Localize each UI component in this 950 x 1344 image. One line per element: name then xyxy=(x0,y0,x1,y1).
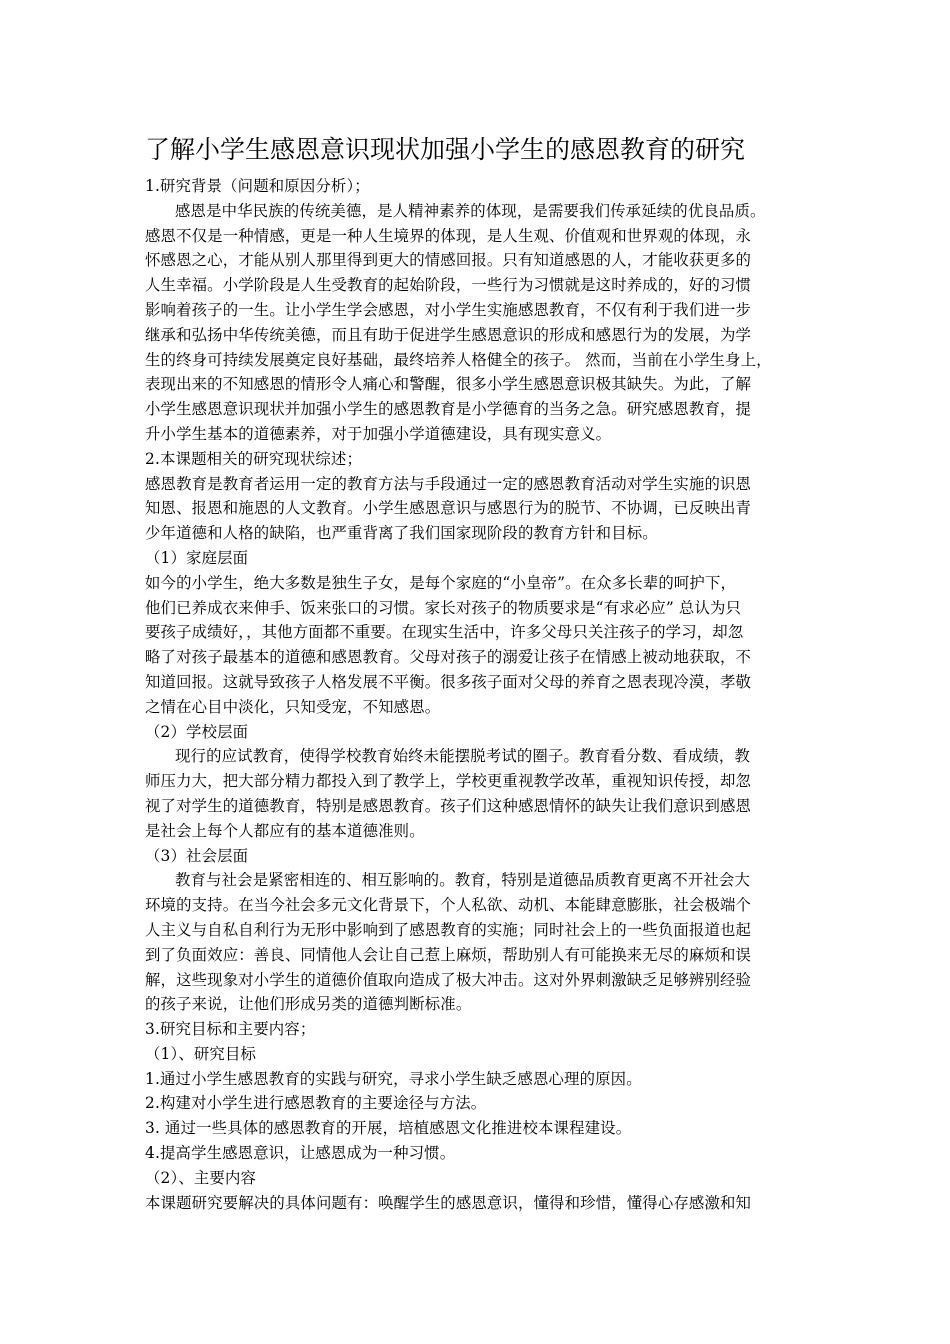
text-line: 到了负面效应：善良、同情他人会让自己惹上麻烦，帮助别人有可能换来无尽的麻烦和误 xyxy=(145,945,752,964)
text-line: 3.研究目标和主要内容； xyxy=(145,1020,316,1039)
text-line: 知道回报。这就导致孩子人格发展不平衡。很多孩子面对父母的养育之恩表现冷漠，孝敬 xyxy=(145,672,752,691)
text-line: 1.研究背景（问题和原因分析）； xyxy=(145,177,370,195)
text-line: 解，这些现象对小学生的道德价值取向造成了极大冲击。这对外界刺激缺乏足够辨别经验 xyxy=(145,970,752,989)
document-title: 了解小学生感恩意识现状加强小学生的感恩教育的研究 xyxy=(145,135,746,164)
text-line: 师压力大，把大部分精力都投入到了教学上，学校更重视教学改革，重视知识传授，却忽 xyxy=(145,772,752,791)
text-line: 升小学生基本的道德素养，对于加强小学道德建设，具有现实意义。 xyxy=(145,424,612,443)
document-body xyxy=(145,174,815,1215)
text-line: （2）、主要内容 xyxy=(145,1168,257,1187)
text-line: 2.构建对小学生进行感恩教育的主要途径与方法。 xyxy=(145,1094,487,1113)
text-line: （1）家庭层面 xyxy=(145,548,249,567)
text-line: 略了对孩子最基本的道德和感恩教育。父母对孩子的溺爱让孩子在情感上被动地获取，不 xyxy=(145,648,752,667)
text-line: 影响着孩子的一生。让小学生学会感恩，对小学生实施感恩教育，不仅有利于我们进一步 xyxy=(145,300,752,319)
text-line: 4.提高学生感恩意识，让感恩成为一种习惯。 xyxy=(145,1144,456,1163)
text-line: （3）社会层面 xyxy=(145,846,249,865)
text-line: 现行的应试教育，使得学校教育始终未能摆脱考试的圈子。教育看分数、看成绩，教 xyxy=(175,747,751,766)
text-line: 感恩是中华民族的传统美德，是人精神素养的体现，是需要我们传承延续的优良品质。 xyxy=(175,201,766,220)
text-line: 人生幸福。小学阶段是人生受教育的起始阶段，一些行为习惯就是这时养成的，好的习惯 xyxy=(145,276,752,295)
text-line: （2）学校层面 xyxy=(145,722,249,741)
text-line: 本课题研究要解决的具体问题有：唤醒学生的感恩意识，懂得和珍惜，懂得心存感激和知 xyxy=(145,1193,752,1212)
text-line: 生的终身可持续发展奠定良好基础，最终培养人格健全的孩子。 然而，当前在小学生身上， xyxy=(145,350,772,369)
text-line: 是社会上每个人都应有的基本道德准则。 xyxy=(145,821,425,840)
text-line: 2.本课题相关的研究现状综述； xyxy=(145,449,363,468)
text-line: 的孩子来说，让他们形成另类的道德判断标准。 xyxy=(145,995,472,1014)
text-line: 继承和弘扬中华传统美德，而且有助于促进学生感恩意识的形成和感恩行为的发展，为学 xyxy=(145,325,752,344)
text-line: 知恩、报恩和施恩的人文教育。小学生感恩意识与感恩行为的脱节、不协调，已反映出青 xyxy=(145,499,752,518)
text-line: 环境的支持。在当今社会多元文化背景下，个人私欲、动机、本能肆意膨胀，社会极端个 xyxy=(145,896,752,915)
text-line: 他们已养成衣来伸手、饭来张口的习惯。家长对孩子的物质要求是“有求必应” 总认为只 xyxy=(145,598,742,617)
text-line: 小学生感恩意识现状并加强小学生的感恩教育是小学德育的当务之急。研究感恩教育，提 xyxy=(145,400,752,419)
text-line: 怀感恩之心，才能从别人那里得到更大的情感回报。只有知道感恩的人，才能收获更多的 xyxy=(145,251,752,270)
text-line: 要孩子成绩好，，其他方面都不重要。在现实生活中，许多父母只关注孩子的学习，却忽 xyxy=(145,623,744,642)
text-line: （1）、研究目标 xyxy=(145,1044,257,1063)
text-line: 如今的小学生，绝大多数是独生子女，是每个家庭的“小皇帝”。在众多长辈的呵护下， xyxy=(145,573,737,592)
text-line: 表现出来的不知感恩的情形令人痛心和警醒，很多小学生感恩意识极其缺失。为此，了解 xyxy=(145,375,752,394)
text-line: 之情在心目中淡化，只知受宠，不知感恩。 xyxy=(145,697,441,716)
text-line: 视了对学生的道德教育，特别是感恩教育。孩子们这种感恩情怀的缺失让我们意识到感恩 xyxy=(145,796,752,815)
text-line: 人主义与自私自利行为无形中影响到了感恩教育的实施；同时社会上的一些负面报道也起 xyxy=(145,920,752,939)
text-line: 感恩不仅是一种情感，更是一种人生境界的体现，是人生观、价值观和世界观的体现，永 xyxy=(145,226,752,245)
text-line: 少年道德和人格的缺陷，也严重背离了我们国家现阶段的教育方针和目标。 xyxy=(145,524,658,543)
text-line: 教育与社会是紧密相连的、相互影响的。教育，特别是道德品质教育更离不开社会大 xyxy=(175,871,751,890)
document-page xyxy=(145,130,815,1215)
text-line: 感恩教育是教育者运用一定的教育方法与手段通过一定的感恩教育活动对学生实施的识恩 xyxy=(145,474,752,493)
text-line: 1.通过小学生感恩教育的实践与研究，寻求小学生缺乏感恩心理的原因。 xyxy=(145,1069,642,1088)
text-line: 3. 通过一些具体的感恩教育的开展，培植感恩文化推进校本课程建设。 xyxy=(145,1119,632,1138)
